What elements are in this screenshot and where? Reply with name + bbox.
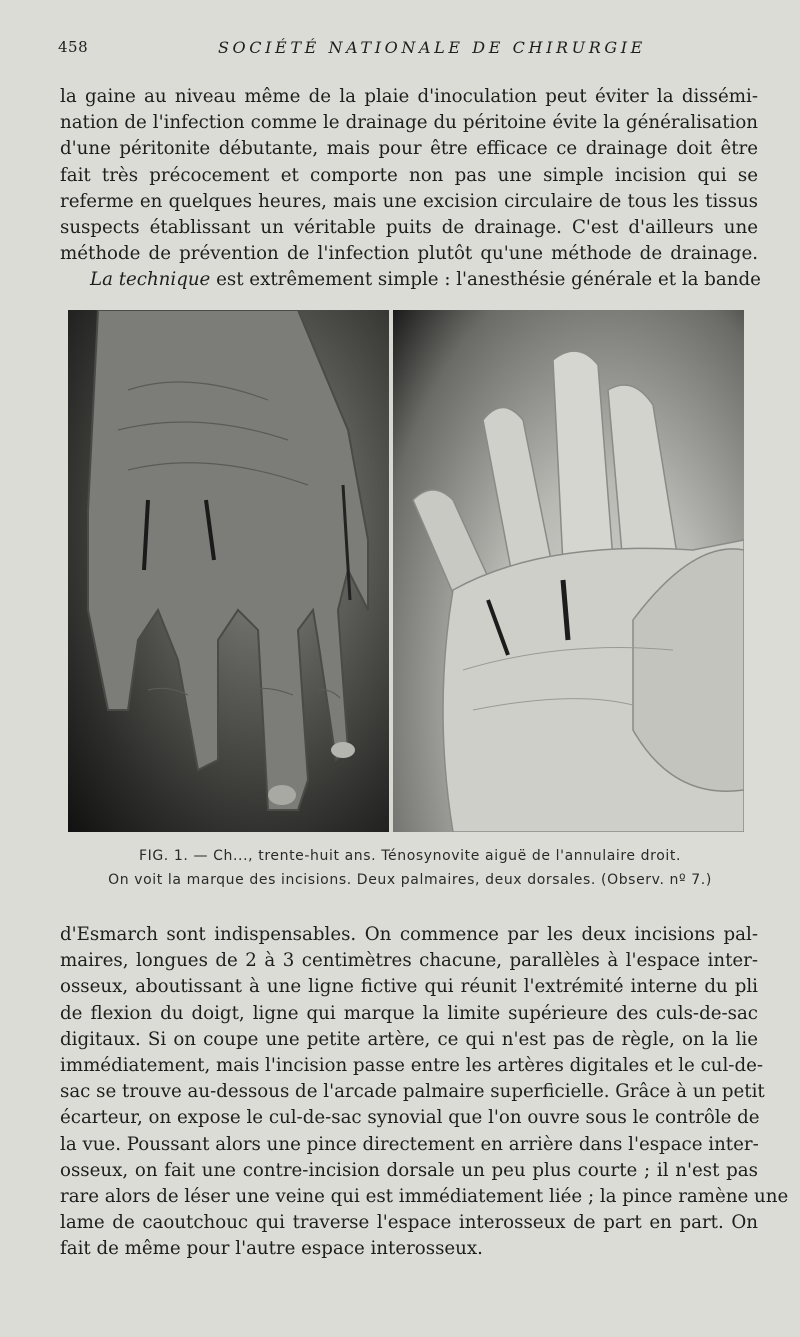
photo-palmar-hand — [393, 310, 744, 832]
top-paragraph — [60, 84, 761, 294]
technique-emphasis: La technique — [90, 269, 211, 291]
text-line: fait de même pour l'autre espace interosseux. — [60, 1238, 483, 1260]
page-header — [58, 38, 758, 62]
text-line: osseux, aboutissant à une ligne fictive qui réunit l'extrémité interne du pli — [60, 976, 758, 998]
text-line: lame de caoutchouc qui traverse l'espace interosseux de part en part. On — [60, 1212, 758, 1234]
figure-hands-photograph — [68, 310, 744, 832]
text-line: nation de l'infection comme le drainage du péritoine évite la généralisation — [60, 112, 758, 134]
text-line: méthode de prévention de l'infection plutôt qu'une méthode de drainage. — [60, 243, 758, 265]
photo-dorsal-hand — [68, 310, 389, 832]
text-line: suspects établissant un véritable puits de drainage. C'est d'ailleurs une — [60, 217, 758, 239]
figure-caption-line-1: FIG. 1. — Ch..., trente-huit ans. Ténosynovite aiguë de l'annulaire droit. — [138, 848, 682, 864]
text-line: la gaine au niveau même de la plaie d'inoculation peut éviter la dissémi- — [60, 86, 758, 107]
text-line: d'une péritonite débutante, mais pour être efficace ce drainage doit être — [60, 138, 758, 160]
text-line: d'Esmarch sont indispensables. On commence par les deux incisions pal- — [60, 924, 758, 945]
figure-caption-line-2: On voit la marque des incisions. Deux palmaires, deux dorsales. (Observ. nº 7.) — [108, 872, 712, 888]
text-line: digitaux. Si on coupe une petite artère, ce qui n'est pas de règle, on la lie — [60, 1028, 758, 1050]
text-line: sac se trouve au-dessous de l'arcade palmaire superficielle. Grâce à un petit — [60, 1081, 765, 1103]
text-line: fait très précocement et comporte non pas une simple incision qui se — [60, 164, 758, 186]
bottom-paragraph — [60, 922, 789, 1263]
technique-text: est extrêmement simple : l'anesthésie générale et la bande — [216, 269, 761, 291]
page-number: 458 — [58, 38, 89, 56]
text-line: immédiatement, mais l'incision passe entre les artères digitales et le cul-de- — [60, 1055, 763, 1077]
text-line: de flexion du doigt, ligne qui marque la limite supérieure des culs-de-sac — [60, 1002, 758, 1024]
text-line: écarteur, on expose le cul-de-sac synovial que l'on ouvre sous le contrôle de — [60, 1107, 760, 1129]
running-title: SOCIÉTÉ NATIONALE DE CHIRURGIE — [218, 38, 646, 57]
text-line: maires, longues de 2 à 3 centimètres chacune, parallèles à l'espace inter- — [60, 950, 758, 972]
text-line-technique — [60, 267, 761, 293]
text-line: rare alors de léser une veine qui est immédiatement liée ; la pince ramène une — [60, 1186, 789, 1208]
text-line: referme en quelques heures, mais une excision circulaire de tous les tissus — [60, 190, 758, 212]
text-line: la vue. Poussant alors une pince directement en arrière dans l'espace inter- — [60, 1133, 759, 1155]
text-line: osseux, on fait une contre-incision dorsale un peu plus courte ; il n'est pas — [60, 1159, 758, 1181]
